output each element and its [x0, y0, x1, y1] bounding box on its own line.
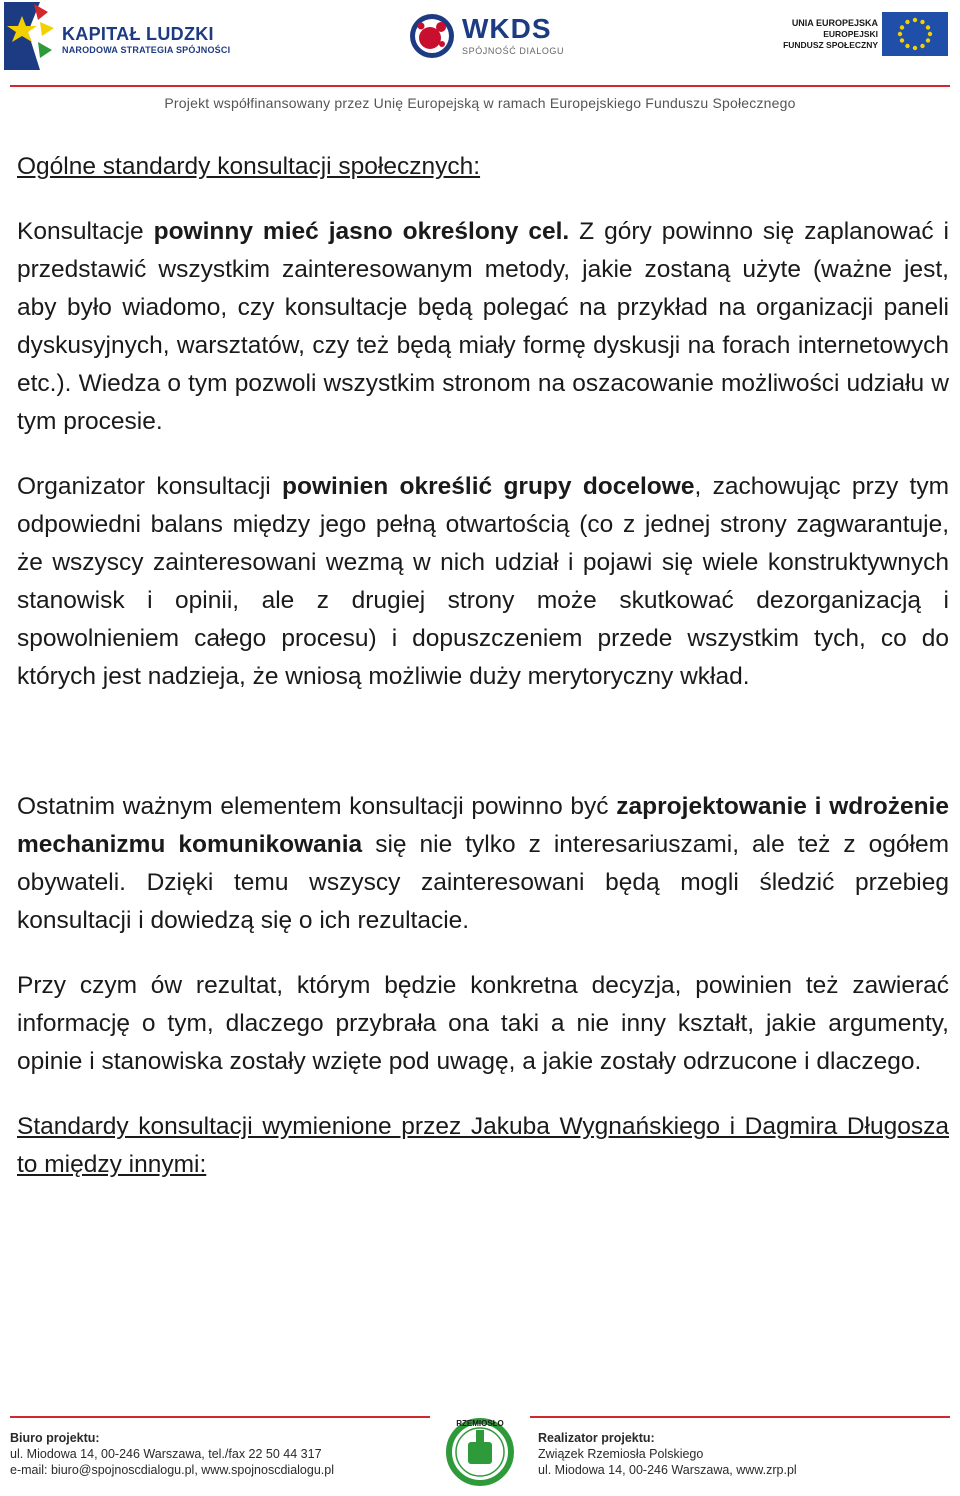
- kapital-ludzki-title: KAPITAŁ LUDZKI: [62, 24, 214, 44]
- paragraph-target-groups-bold: powinien określić grupy docelowe: [282, 473, 695, 500]
- eu-line-1: UNIA EUROPEJSKA: [791, 18, 878, 28]
- wkds-title: WKDS: [462, 13, 552, 44]
- project-implementer-name: Związek Rzemiosła Polskiego: [538, 1447, 704, 1461]
- wkds-subtitle: SPÓJNOŚĆ DIALOGU: [462, 46, 565, 56]
- paragraph-communication: [17, 788, 949, 940]
- paragraph-standards-intro: Standardy konsultacji wymienione przez Jakuba Wygnańskiego i Dagmira Długosza to między innymi:: [17, 1113, 949, 1178]
- paragraph-goal-text-1: Konsultacje: [17, 218, 154, 245]
- paragraph-target-groups: [17, 468, 949, 696]
- paragraph-goal-bold: powinny mieć jasno określony cel.: [153, 218, 570, 245]
- paragraph-communication-text-1: Ostatnim ważnym elementem konsultacji powinno być: [17, 793, 617, 820]
- paragraph-communication-text-2: się nie tylko z interesariuszami, ale też z ogółem obywateli. Dzięki temu wszyscy zainteresowani będą mogli śledzić przebieg konsultacji i dowiedzą się o ich rezultacie.: [17, 831, 949, 934]
- header-divider: [10, 85, 950, 87]
- paragraph-result: Przy czym ów rezultat, którym będzie konkretna decyzja, powinien też zawierać informację o tym, dlaczego przybrała ona taki a nie inny kształt, jakie argumenty, opinie i stanowiska zostały wzięte pod uwagę, a jakie zostały odrzucone i dlaczego.: [17, 972, 949, 1075]
- eu-line-2: EUROPEJSKI: [823, 29, 878, 39]
- paragraph-target-groups-text-2: , zachowując przy tym odpowiedni balans między jego pełną otwartością (co z jednej strony zagwarantuje, że wszyscy zainteresowani wezmą w nich udział i pojawi się wiele konstruktywnych stanowisk i opinii, ale z drugiej strony może skutkować dezorganizacją i spowolnieniem całego procesu) i dopuszczeniem przede wszystkim tych, co do których jest nadzieja, że wniosą możliwie duży merytoryczny wkład.: [17, 473, 949, 690]
- project-office-address: ul. Miodowa 14, 00-246 Warszawa, tel./fax 22 50 44 317: [10, 1447, 322, 1461]
- section-heading: Ogólne standardy konsultacji społecznych:: [17, 153, 481, 180]
- project-implementer-title: Realizator projektu:: [538, 1431, 655, 1445]
- project-implementer-address: ul. Miodowa 14, 00-246 Warszawa, www.zrp.pl: [538, 1463, 797, 1477]
- wkds-bubbles-icon: [408, 10, 458, 66]
- page-header: [0, 0, 960, 125]
- eu-flag-icon: [882, 12, 948, 56]
- kapital-ludzki-subtitle: NARODOWA STRATEGIA SPÓJNOŚCI: [62, 45, 231, 55]
- cofinancing-note: Projekt współfinansowany przez Unię Europejską w ramach Europejskiego Funduszu Społecznego: [164, 95, 796, 111]
- project-implementer-info: [538, 1430, 797, 1478]
- eu-logo: [780, 10, 955, 60]
- paragraph-target-groups-text-1: Organizator konsultacji: [17, 473, 283, 500]
- kapital-ludzki-logo: [4, 2, 234, 72]
- page-footer: [0, 1410, 960, 1496]
- footer-divider-right: [530, 1416, 950, 1418]
- project-office-contact: e-mail: biuro@spojnoscdialogu.pl, www.spojnoscdialogu.pl: [10, 1463, 334, 1477]
- paragraph-goal-text-2: Z góry powinno się zaplanować i przedstawić wszystkim zainteresowanym metody, jakie zostaną użyte (ważne jest, aby było wiadomo, czy konsultacje będą polegać na przykład na organizacji paneli dyskusyjnych, warsztatów, czy też będą miały formę dyskusji na forach internetowych etc.). Wiedza o tym pozwoli wszystkim stronom na oszacowanie możliwości udziału w tym procesie.: [17, 218, 949, 435]
- rzemioslo-logo-icon: [446, 1412, 514, 1492]
- kapital-ludzki-emblem-icon: [4, 2, 56, 70]
- paragraph-goal: [17, 213, 949, 441]
- paragraph-communication-bold: zaprojektowanie i wdrożenie mechanizmu komunikowania: [17, 793, 949, 858]
- footer-divider-left: [10, 1416, 430, 1418]
- document-body: [17, 148, 949, 1184]
- wkds-logo: [408, 8, 568, 68]
- project-office-info: [10, 1430, 334, 1478]
- rzemioslo-logo-text: RZEMIOSŁO: [456, 1419, 504, 1428]
- eu-line-3: FUNDUSZ SPOŁECZNY: [783, 40, 878, 50]
- project-office-title: Biuro projektu:: [10, 1431, 100, 1445]
